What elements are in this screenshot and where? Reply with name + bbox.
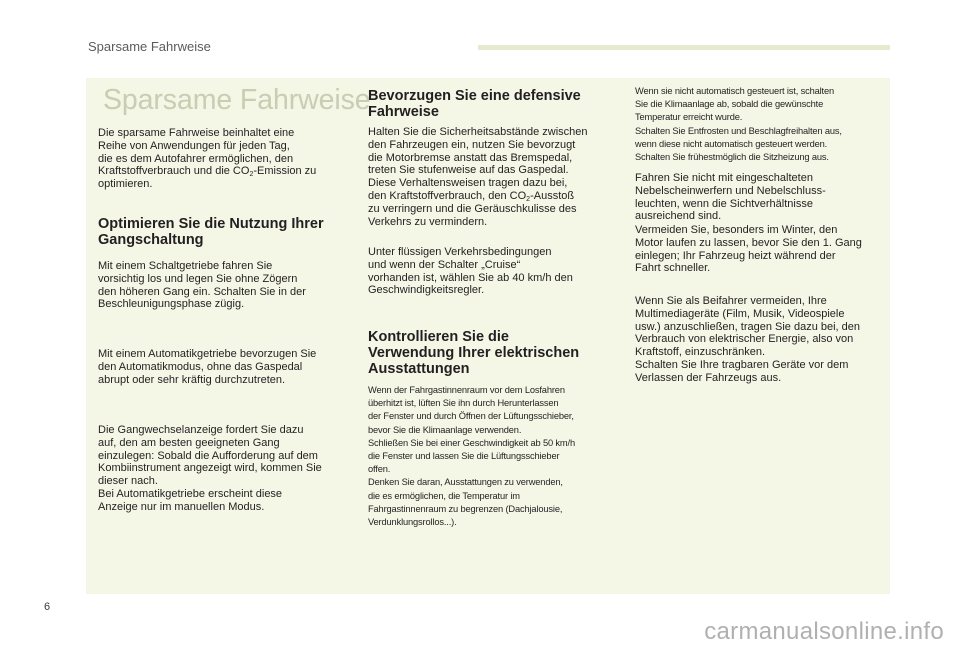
cruise-paragraph: Unter flüssigen Verkehrsbedingungen und wenn der Schalter „Cruise“ vorhanden ist, wählen Sie ab 40 km/h den Geschwindigkeitsregler. — [368, 246, 573, 297]
fog-lights-paragraph: Fahren Sie nicht mit eingeschalteten Nebelscheinwerfern und Nebelschluss- leuchten, wenn die Sichtverhältnisse ausreichend sind. — [635, 172, 826, 223]
text-line: Reihe von Anwendungen für jeden Tag, — [98, 139, 290, 152]
heading-defensive-driving: Bevorzugen Sie eine defensive Fahrweise — [368, 88, 581, 120]
page-number: 6 — [44, 601, 51, 613]
automatic-gearbox-paragraph: Mit einem Automatikgetriebe bevorzugen Sie den Automatikmodus, ohne das Gaspedal abrupt oder sehr kräftig durchzutreten. — [98, 348, 317, 386]
manual-gearbox-paragraph: Mit einem Schaltgetriebe fahren Sie vorsichtig los und legen Sie ohne Zögern den höheren Gang ein. Schalten Sie in der Beschleunigungsphase zügig. — [98, 260, 306, 311]
gear-indicator-paragraph: Die Gangwechselanzeige fordert Sie dazu auf, den am besten geeigneten Gang einzulegen: Sobald die Aufforderung auf dem Kombiinstrument angezeigt wird, kommen Sie dieser nach. Bei Automatikgetriebe erscheint diese Anzeige nur im manuellen Modus. — [98, 424, 322, 513]
watermark: carmanualsonline.info — [704, 618, 944, 645]
text-line: Die sparsame Fahrweise beinhaltet eine — [98, 127, 295, 139]
text-line: die es dem Autofahrer ermöglichen, den — [98, 152, 294, 165]
text-line: optimieren. — [98, 178, 153, 191]
intro-paragraph — [98, 127, 316, 191]
section-header-title: Sparsame Fahrweise — [88, 39, 211, 54]
header-accent-bar — [478, 45, 890, 50]
defensive-driving-paragraph: Halten Sie die Sicherheitsabstände zwischen den Fahrzeugen ein, nutzen Sie bevorzugt die Motorbremse anstatt das Bremspedal, treten Sie stufenweise auf das Gaspedal. Diese Verhaltensweisen tragen dazu bei, den Kraftstoffverbrauch, den $CO_2$-Ausstoß zu verringern und die Geräuschkulisse des Verkehrs zu vermindern. — [368, 126, 588, 228]
air-conditioning-paragraph: Wenn sie nicht automatisch gesteuert ist, schalten Sie die Klimaanlage ab, sobald die gewünschte Temperatur erreicht wurde. Schalten Sie Entfrosten und Beschlagfreihalten aus, wenn diese nicht automatisch gesteuert werden. Schalten Sie frühestmöglich die Sitzheizung aus. — [635, 86, 842, 163]
content-panel — [86, 78, 890, 594]
electrical-equipment-paragraph: Wenn der Fahrgastinnenraum vor dem Losfahren überhitzt ist, lüften Sie ihn durch Herunterlassen der Fenster und durch Öffnen der Lüftungsschieber, bevor Sie die Klimaanlage verwenden. Schließen Sie bei einer Geschwindigkeit ab 50 km/h die Fenster und lassen Sie die Lüftungsschieber offen. Denken Sie daran, Ausstattungen zu verwenden, die es ermöglichen, die Temperatur im Fahrgastinnenraum zu begrenzen (Dachjalousie, Verdunklungsrollos...). — [368, 385, 575, 528]
engine-idle-paragraph: Vermeiden Sie, besonders im Winter, den Motor laufen zu lassen, bevor Sie den 1. Gang einlegen; Ihr Fahrzeug heizt während der Fahrt schneller. — [635, 224, 862, 275]
heading-gear-usage: Optimieren Sie die Nutzung Ihrer Gangschaltung — [98, 216, 324, 248]
heading-electrical-equipment: Kontrollieren Sie die Verwendung Ihrer elektrischen Ausstattungen — [368, 329, 580, 377]
text-line-co2: Kraftstoffverbrauch und die $CO_2$-Emission zu — [98, 165, 317, 179]
page-title: Sparsame Fahrweise — [103, 84, 371, 116]
multimedia-paragraph: Wenn Sie als Beifahrer vermeiden, Ihre Multimediageräte (Film, Musik, Videospiele usw.) anzuschließen, tragen Sie dazu bei, den Verbrauch von elektrischer Energie, also von Kraftstoff, einzuschränken. Schalten Sie Ihre tragbaren Geräte vor dem Verlassen der Fahrzeugs aus. — [635, 295, 861, 384]
text-line-co2: den Kraftstoffverbrauch, den $CO_2$-Ausstoß — [368, 189, 575, 203]
